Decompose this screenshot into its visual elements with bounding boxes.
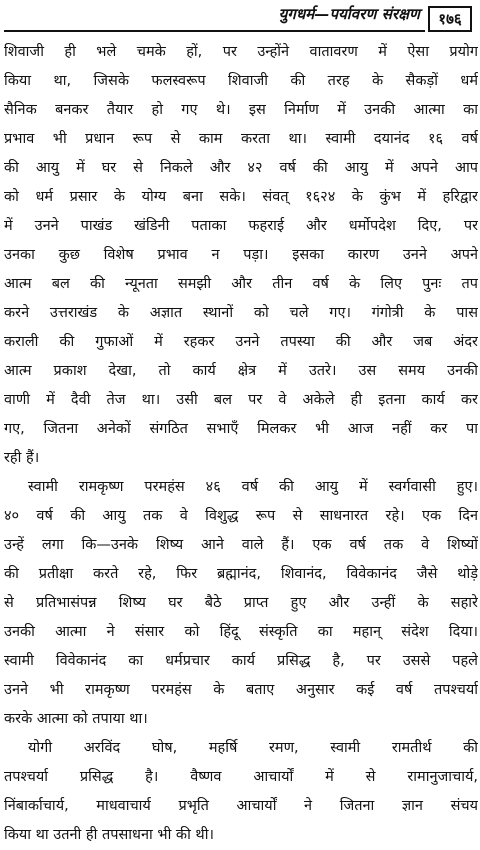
text-line: करके आत्मा को तपाया था। [4,711,148,727]
paragraph [4,38,478,473]
text-line: स्वामी रामकृष्ण परमहंस ४६ वर्ष की आयु में स्वर्गवासी हुए। [28,479,478,495]
body-text [4,38,478,850]
text-line: करने उत्तराखंड के अज्ञात स्थानों को चले गए। गंगोत्री के पास [4,305,478,321]
text-line: प्रभाव भी प्रधान रूप से काम करता था। स्वामी दयानंद १६ वर्ष [4,131,478,147]
text-line: उन्हें लगा कि—उनके शिष्य आने वाले हैं। एक वर्ष तक वे शिष्यों [4,537,478,553]
text-line: किया था उतनी ही तपसाधना भी की थी। [4,827,214,843]
text-line: शिवाजी ही भले चमके हों, पर उन्होंने वातावरण में ऐसा प्रयोग [4,44,478,60]
text-line: निंबार्काचार्य, माधवाचार्य प्रभृति आचार्यों ने जितना ज्ञान संचय [4,798,478,814]
text-line: उनका कुछ विशेष प्रभाव न पड़ा। इसका कारण उनने अपने [4,247,478,263]
text-line: स्वामी विवेकानंद का धर्मप्रचार कार्य प्रसिद्ध है, पर उससे पहले [4,653,478,669]
text-line: गए, जितना अनेकों संगठित सभाएँ मिलकर भी आज नहीं कर पा [4,421,478,437]
text-line: से प्रतिभासंपन्न शिष्य घर बैठे प्राप्त हुए और उन्हीं के सहारे [4,595,478,611]
text-line: उनकी आत्मा ने संसार को हिंदू संस्कृति का महान् संदेश दिया। [4,624,478,640]
text-line: रही हैं। [4,450,40,466]
text-line: वाणी में दैवी तेज था। उसी बल पर वे अकेले ही इतना कार्य कर [4,392,478,408]
text-line: की आयु में घर से निकले और ४२ वर्ष की आयु में अपने आप [4,160,478,176]
text-line: उनने भी रामकृष्ण परमहंस के बताए अनुसार कई वर्ष तपश्चर्या [4,682,478,698]
page-header [0,2,480,36]
paragraph [4,734,478,850]
text-line: किया था, जिसके फलस्वरूप शिवाजी की तरह के सैकड़ों धर्म [4,73,478,89]
paragraph [4,473,478,734]
text-line: तपश्चर्या प्रसिद्ध है। वैष्णव आचार्यों में से रामानुजाचार्य, [4,769,478,785]
header-rule [4,30,425,32]
text-line: में उनने पाखंड खंडिनी पताका फहराई और धर्मोपदेश दिए, पर [4,218,478,234]
text-line: को धर्म प्रसार के योग्य बना सके। संवत् १६२४ के कुंभ में हरिद्वार [4,189,478,205]
text-line: आत्म प्रकाश देखा, तो कार्य क्षेत्र में उतरे। उस समय उनकी [4,363,478,379]
text-line: कराली की गुफाओं में रहकर उनने तपस्या की और जब अंदर [4,334,478,350]
text-line: ४० वर्ष की आयु तक वे विशुद्ध रूप से साधनारत रहे। एक दिन [4,508,478,524]
text-line: आत्म बल की न्यूनता समझी और तीन वर्ष के लिए पुनः तप [4,276,478,292]
text-line: योगी अरविंद घोष, महर्षि रमण, स्वामी रामतीर्थ की [28,740,478,756]
text-line: की प्रतीक्षा करते रहे, फिर ब्रह्मानंद, शिवानंद, विवेकानंद जैसे थोड़े [4,566,478,582]
text-line: सैनिक बनकर तैयार हो गए थे। इस निर्माण में उनकी आत्मा का [4,102,478,118]
running-header-title: युगधर्म—पर्यावरण संरक्षण [278,5,420,23]
page-number: १७६ [428,6,472,32]
